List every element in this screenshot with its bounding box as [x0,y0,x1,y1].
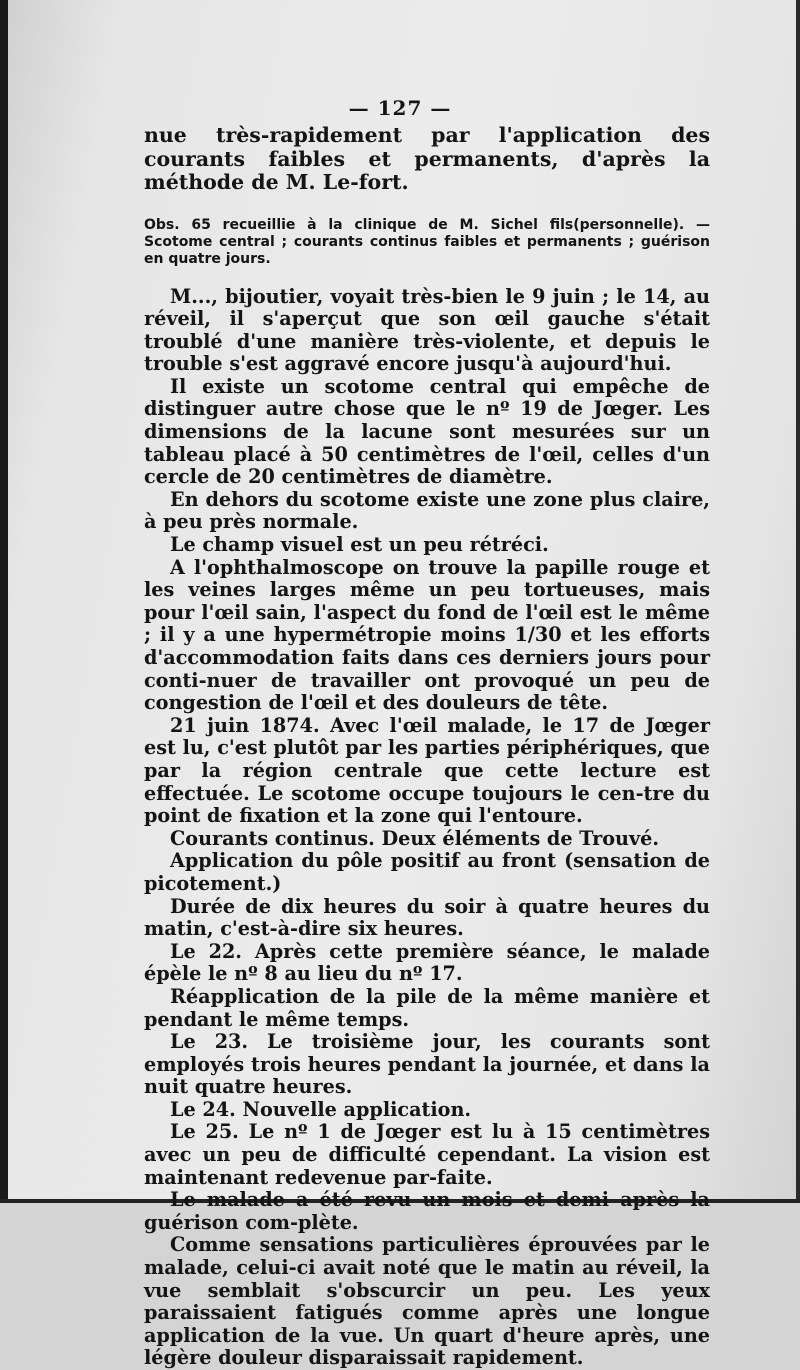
paragraph: Le champ visuel est un peu rétréci. [170,533,549,557]
paragraph: M..., bijoutier, voyait très-bien le 9 juin ; le 14, au réveil, il s'aperçut que son œil gauche s'était troublé d'une manière très-violente, et depuis le trouble s'est aggravé encore jusqu'à aujourd'hui. [144,284,710,376]
paragraph: Le 22. Après cette première séance, le malade épèle le nº 8 au lieu du nº 17. [144,939,710,986]
observation-heading: Obs. 65 recueillie à la clinique de M. Sichel fils(personnelle). — Scotome central ; courants continus faibles et permanents ; guérison en quatre jours. [144,216,710,267]
paragraph: Le malade a été revu un mois et demi après la guérison com-plète. [144,1188,710,1234]
paragraph: Durée de dix heures du soir à quatre heures du matin, c'est-à-dire six heures. [144,894,710,941]
paragraph: A l'ophthalmoscope on trouve la papille rouge et les veines larges même un peu tortueuses, mais pour l'œil sain, l'aspect du fond de l'œil est le même ; il y a une hypermétropie moins 1/30 et les efforts d'accommodation faits dans ces derniers jours pour conti-nuer de travailler ont provoqué un peu de congestion de l'œil et des douleurs de tête. [144,555,710,715]
scan-border-right [796,0,800,1203]
paragraph: Le 23. Le troisième jour, les courants sont employés trois heures pendant la journée, et dans la nuit quatre heures. [144,1030,710,1099]
paragraph: Le 24. Nouvelle application. [170,1097,472,1121]
paragraph: Comme sensations particulières éprouvées par le malade, celui-ci avait noté que le matin au réveil, la vue semblait s'obscurcir un peu. Les yeux paraissaient fatigués comme après une longue application de la vue. Un quart d'heure après, une légère douleur disparaissait rapidement. [144,1233,710,1370]
body-text [144,124,710,1370]
paragraph: 21 juin 1874. Avec l'œil malade, le 17 de Jœger est lu, c'est plutôt par les parties périphériques, que par la région centrale que cette lecture est effectuée. Le scotome occupe toujours le cen-tre du point de fixation et la zone qui l'entoure. [144,713,710,828]
page-number: — 127 — [348,96,452,120]
paragraph: Application du pôle positif au front (sensation de picotement.) [144,849,710,895]
paragraph: Courants continus. Deux éléments de Trouvé. [170,826,660,850]
paragraph: Le 25. Le nº 1 de Jœger est lu à 15 centimètres avec un peu de difficulté cependant. La vision est maintenant redevenue par-faite. [144,1120,710,1189]
scan-border-left [0,0,8,1203]
paragraph: En dehors du scotome existe une zone plus claire, à peu près normale. [144,487,710,534]
continued-paragraph: nue très-rapidement par l'application des courants faibles et permanents, d'après la méthode de M. Le-fort. [144,123,710,194]
paragraph: Réapplication de la pile de la même manière et pendant le même temps. [144,984,710,1031]
paragraph: Il existe un scotome central qui empêche de distinguer autre chose que le nº 19 de Jœger. Les dimensions de la lacune sont mesurées sur un tableau placé à 50 centimètres de l'œil, celles d'un cercle de 20 centimètres de diamètre. [144,374,710,489]
